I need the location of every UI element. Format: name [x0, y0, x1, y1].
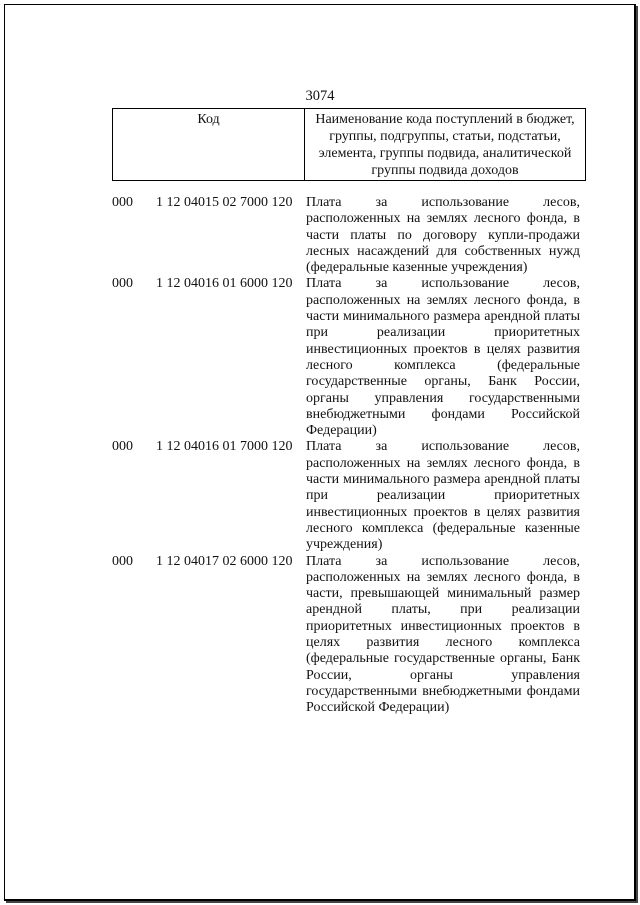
description-line: Плата за использование лесов, — [306, 195, 580, 210]
description-line: целях развития лесного комплекса — [306, 635, 580, 651]
page-number: 3074 — [305, 88, 335, 104]
description-line: расположенных на землях лесного фонда, в — [306, 211, 580, 227]
admin-code: 000 — [112, 195, 133, 210]
description-line: лесного комплекса (федеральные — [306, 357, 580, 373]
income-description — [306, 276, 580, 439]
admin-code: 000 — [112, 439, 133, 455]
header-code-cell — [113, 109, 305, 181]
description-line: учреждения) — [306, 537, 383, 553]
description-line: расположенных на землях лесного фонда, в — [306, 455, 580, 471]
income-code-row — [112, 439, 586, 553]
description-line: части платы по договору купли-продажи — [306, 227, 580, 243]
description-line: лесных насаждений для собственных нужд — [306, 243, 580, 259]
admin-code: 000 — [112, 276, 133, 292]
header-name-line: элемента, группы подвида, аналитической — [318, 146, 572, 161]
description-line: при реализации приоритетных — [306, 488, 580, 504]
budget-classification-code: 1 12 04017 02 6000 120 — [156, 553, 293, 569]
income-description — [306, 439, 580, 553]
description-line: расположенных на землях лесного фонда, в — [306, 569, 580, 585]
description-line: (федеральные государственные органы, Банк — [306, 651, 580, 667]
income-description — [306, 554, 580, 717]
header-name-line: Наименование кода поступлений в бюджет, — [315, 112, 575, 127]
description-line: Плата за использование лесов, — [306, 276, 580, 292]
description-line: (федеральные казенные учреждения) — [306, 260, 528, 276]
description-line: государственные органы, Банк России, — [306, 374, 580, 390]
description-line: части минимального размера арендной платы — [306, 309, 580, 325]
description-line: России, органы управления — [306, 667, 580, 683]
income-code-row — [112, 554, 586, 717]
description-line: Федерации) — [306, 423, 377, 439]
income-code-row — [112, 195, 586, 276]
description-line: Плата за использование лесов, — [306, 439, 580, 455]
description-line: лесного комплекса (федеральные казенные — [306, 520, 580, 536]
header-name-line: группы, подгруппы, статьи, подстатьи, — [329, 129, 561, 144]
description-line: органы управления государственными — [306, 390, 580, 406]
description-line: части, превышающей минимальный размер — [306, 586, 580, 602]
description-line: инвестиционных проектов в целях развития — [306, 341, 580, 357]
description-line: части минимального размера арендной платы — [306, 472, 580, 488]
budget-classification-code: 1 12 04015 02 7000 120 — [156, 195, 293, 210]
description-line: Плата за использование лесов, — [306, 553, 580, 569]
budget-classification-code: 1 12 04016 01 7000 120 — [156, 439, 293, 455]
description-line: при реализации приоритетных — [306, 325, 580, 341]
description-line: инвестиционных проектов в целях развития — [306, 504, 580, 520]
income-code-list — [112, 195, 586, 717]
description-line: приоритетных инвестиционных проектов в — [306, 618, 580, 634]
description-line: Российской Федерации) — [306, 700, 450, 716]
description-line: государственными внебюджетными фондами — [306, 683, 580, 699]
header-name-line: группы подвида доходов — [371, 163, 519, 178]
income-description — [306, 195, 580, 276]
header-table — [112, 108, 586, 181]
income-code-row — [112, 276, 586, 439]
description-line: расположенных на землях лесного фонда, в — [306, 292, 580, 308]
description-line: арендной платы, при реализации — [306, 602, 580, 618]
admin-code: 000 — [112, 553, 133, 569]
header-name-cell — [305, 109, 586, 181]
budget-classification-code: 1 12 04016 01 6000 120 — [156, 276, 293, 292]
description-line: внебюджетными фондами Российской — [306, 406, 580, 422]
header-code-label: Код — [197, 112, 220, 127]
